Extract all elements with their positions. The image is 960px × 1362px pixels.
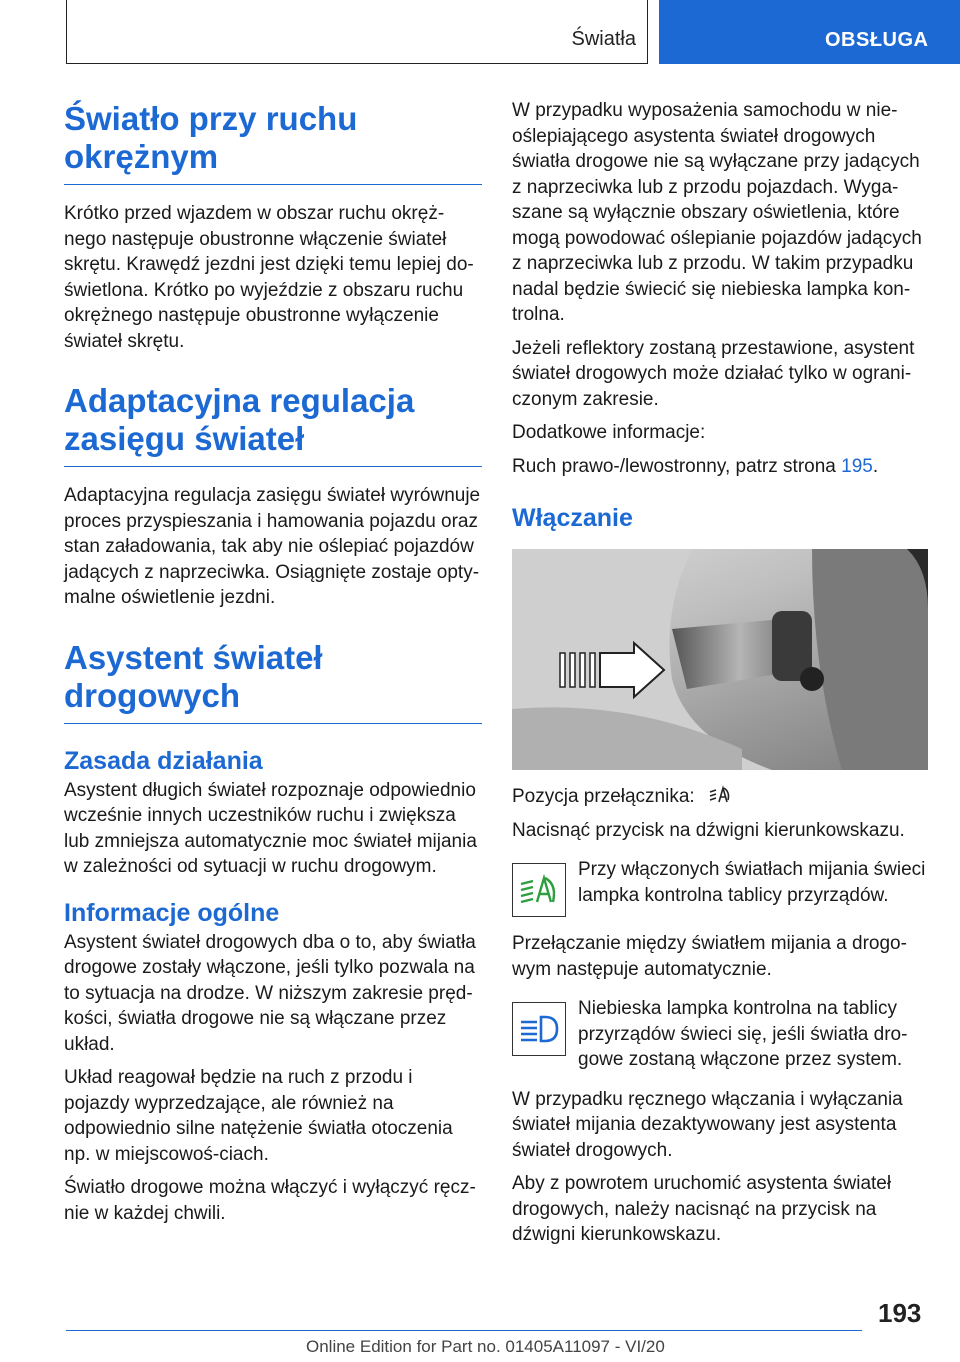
- heading-roundabout-light: Światło przy ruchu okrężnym: [64, 100, 482, 185]
- paragraph-roundabout: Krótko przed wjazdem w obszar ruchu okręż-nego następuje obustronne włączenie świateł skrętu. Krawędź jezdni jest dzięki temu lepiej do-świetlona. Krótko po wyjeździe z obszaru ruchu okrężnego następuje obustronne wyłączenie świateł skrętu.: [64, 203, 474, 352]
- heading-high-beam-assistant: Asystent świateł drogowych: [64, 639, 482, 724]
- paragraph-additional-info: Dodatkowe informacje:: [512, 422, 706, 443]
- paragraph-adaptive-range: Adaptacyjna regulacja zasięgu świateł wyrównuje proces przyspieszania i hamowania pojazdu oraz stan załadowania, tak aby nie oślepiać pojazdów jadących z naprzeciwka. Osiągnięte zostaje opty-malne oświetlenie jezdni.: [64, 485, 481, 608]
- turn-signal-lever-photo: [512, 549, 928, 770]
- section-title: Światła: [571, 28, 636, 50]
- paragraph-general-3: Światło drogowe można włączyć i wyłączyć ręcz-nie w każdej chwili.: [64, 1177, 476, 1224]
- note-blue-text: Niebieska lampka kontrolna na tablicy przyrządów świeci się, jeśli światła dro-gowe zostaną włączone przez system.: [578, 998, 908, 1070]
- note-blue-indicator: [512, 996, 930, 1073]
- edition-info: Online Edition for Part no. 01405A11097 - VI/20: [306, 1337, 665, 1356]
- paragraph-press-button: Nacisnąć przycisk na dźwigni kierunkowskazu.: [512, 819, 905, 841]
- heading-general-info: Informacje ogólne: [64, 898, 280, 927]
- right-column: [512, 98, 930, 1248]
- heading-principle: Zasada działania: [64, 746, 263, 775]
- chapter-tab[interactable]: OBSŁUGA: [659, 0, 960, 64]
- paragraph-non-dazzling: W przypadku wyposażenia samochodu w nie-oślepiającego asystenta świateł drogowych światła drogowe nie są wyłączane przy jadących z naprzeciwka lub z przodu pojazdach. Wyga-szane są wyłącznie obszary oświetlenia, które mogą powodować oślepianie pojazdów jadących z naprzeciwka lub z przodu. W takim przypadku nadal będzie świecić się niebieska lampka kon-trolna.: [512, 100, 922, 325]
- heading-adaptive-range: Adaptacyjna regulacja zasięgu świateł: [64, 382, 482, 467]
- heading-switch-on: Włączanie: [512, 504, 633, 532]
- high-beam-blue-icon: [512, 1002, 566, 1056]
- paragraph-manual-switching: W przypadku ręcznego włączania i wyłączania świateł mijania dezaktywowany jest asystenta świateł drogowych.: [512, 1088, 903, 1161]
- left-column: [64, 100, 482, 1226]
- note-green-indicator: [512, 857, 930, 917]
- page-link[interactable]: 195: [841, 455, 873, 477]
- paragraph-switching: Przełączanie między światłem mijania a drogo-wym następuje automatycznie.: [512, 933, 907, 980]
- page-number: 193: [878, 1298, 922, 1328]
- lever-illustration: [512, 549, 928, 770]
- paragraph-general-1: Asystent świateł drogowych dba o to, aby światła drogowe zostały włączone, jeśli tylko pozwala na to sytuacja na drodze. W niższym zakresie pręd-kości, światła drogowe nie są włączane przez układ.: [64, 931, 476, 1055]
- note-green-text: Przy włączonych światłach mijania świeci lampka kontrolna tablicy przyrządów.: [578, 859, 926, 906]
- paragraph-traffic-side: Ruch prawo-/lewostronny, patrz strona 195.: [512, 455, 879, 477]
- high-beam-assist-symbol-icon: [706, 784, 732, 806]
- paragraph-principle: Asystent długich świateł rozpoznaje odpowiednio wcześnie innych uczestników ruchu i zwiększa lub zmniejsza automatycznie moc świateł mijania w zależności od sytuacji w ruchu drogowym.: [64, 779, 477, 877]
- paragraph-restart-assistant: Aby z powrotem uruchomić asystenta świateł drogowych, należy nacisnąć na przycisk na dźwigni kierunkowskazu.: [512, 1173, 892, 1245]
- paragraph-general-2: Układ reagował będzie na ruch z przodu i pojazdy wyprzedzające, ale również na odpowiednio silne natężenie światła otoczenia np. w miejscowoś-ciach.: [64, 1067, 453, 1165]
- paragraph-switch-position: Pozycja przełącznika:: [512, 784, 930, 810]
- footer-rule: [66, 1330, 862, 1331]
- high-beam-assist-green-icon: [512, 863, 566, 917]
- paragraph-reflectors: Jeżeli reflektory zostaną przestawione, asystent świateł drogowych może działać tylko w ograni-czonym zakresie.: [512, 337, 915, 410]
